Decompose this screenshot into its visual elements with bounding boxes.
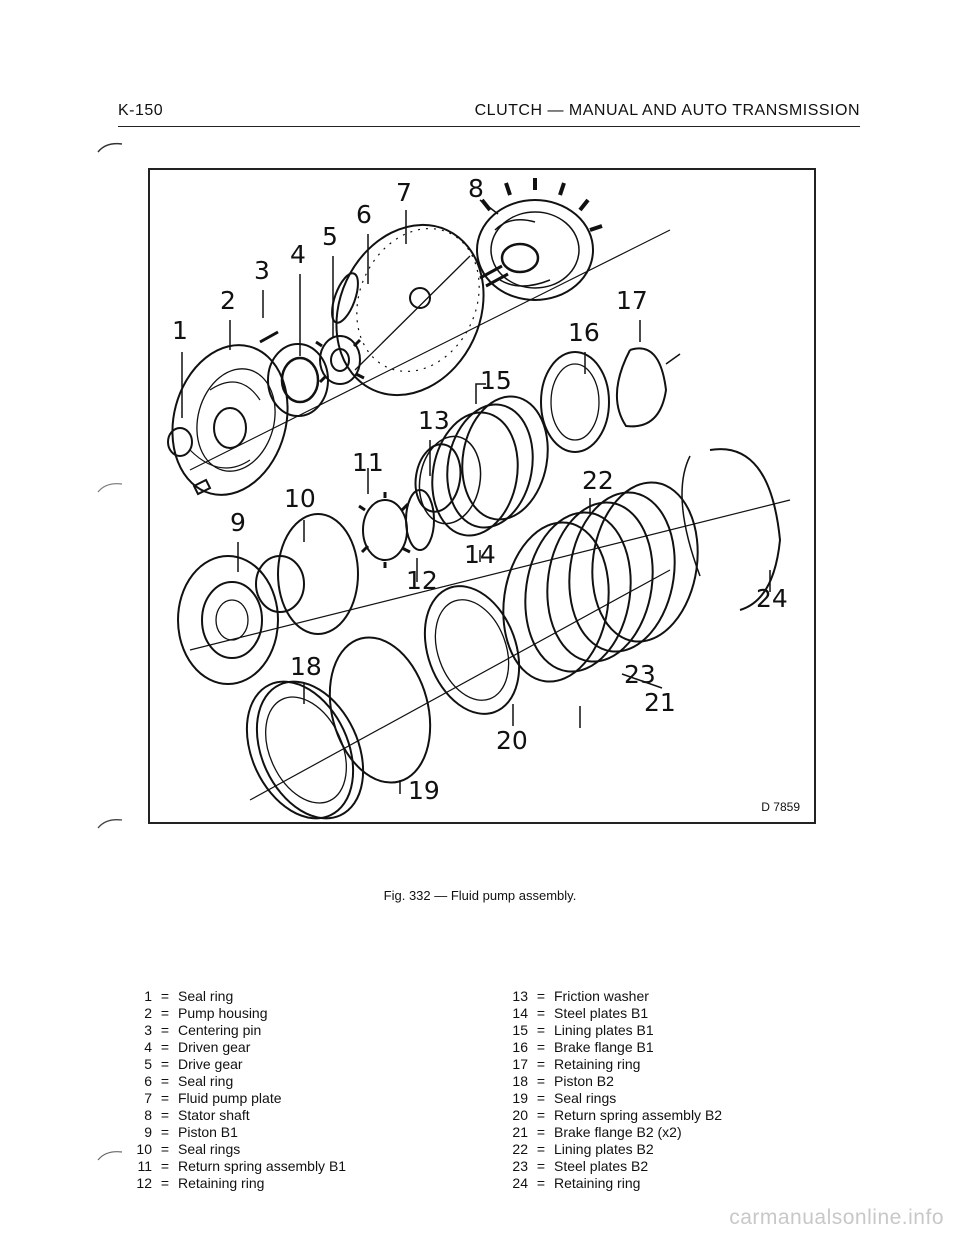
legend-equals: = [536, 1175, 546, 1191]
legend-row [494, 1022, 722, 1039]
callout-label: 14 [464, 540, 496, 569]
legend-equals: = [536, 1005, 546, 1021]
legend-number: 22 [512, 1141, 528, 1157]
legend-row [118, 1124, 346, 1141]
legend-row [494, 1158, 722, 1175]
legend-number: 6 [144, 1073, 152, 1089]
legend-row [494, 1175, 722, 1192]
legend-label: Drive gear [178, 1056, 243, 1072]
legend-equals: = [160, 1124, 170, 1140]
parts-legend-right [494, 988, 722, 1192]
legend-equals: = [536, 1158, 546, 1174]
legend-label: Seal ring [178, 988, 234, 1004]
retaining-ring-part [406, 490, 434, 550]
figure-caption: Fig. 332 — Fluid pump assembly. [383, 888, 577, 903]
callout-label: 5 [322, 222, 338, 251]
legend-number: 18 [512, 1073, 528, 1089]
callout-label: 15 [480, 366, 512, 395]
brake-flange-b1-part [541, 352, 609, 452]
seal-rings-part [256, 556, 304, 612]
callout-label: 11 [352, 448, 384, 477]
legend-equals: = [536, 1124, 546, 1140]
legend-equals: = [536, 1090, 546, 1106]
legend-number: 16 [512, 1039, 528, 1055]
legend-equals: = [160, 1039, 170, 1055]
legend-label: Lining plates B1 [554, 1022, 654, 1038]
legend-label: Driven gear [178, 1039, 251, 1055]
legend-number: 12 [136, 1175, 152, 1191]
legend-number: 24 [512, 1175, 528, 1191]
legend-equals: = [160, 1141, 170, 1157]
page-number: K-150 [118, 102, 164, 119]
piston-b2-part [226, 664, 384, 822]
legend-label: Centering pin [178, 1022, 262, 1038]
legend-equals: = [160, 988, 170, 1004]
legend-label: Seal rings [554, 1090, 617, 1106]
retaining-ring-part [617, 348, 666, 426]
margin-mark [96, 140, 126, 154]
legend-equals: = [536, 1073, 546, 1089]
legend-label: Seal ring [178, 1073, 234, 1089]
stator-shaft-part [477, 178, 602, 300]
callout-label: 20 [496, 726, 528, 755]
legend-label: Piston B1 [178, 1124, 238, 1140]
legend-number: 19 [512, 1090, 528, 1106]
legend-row [118, 1141, 346, 1158]
legend-number: 20 [512, 1107, 528, 1123]
legend-label: Brake flange B1 [554, 1039, 654, 1055]
parts-legend-left [118, 988, 346, 1192]
legend-row [118, 1005, 346, 1022]
legend-number: 1 [144, 988, 152, 1004]
callout-label: 13 [418, 406, 450, 435]
legend-label: Steel plates B2 [554, 1158, 649, 1174]
legend-row [118, 988, 346, 1005]
callout-label: 3 [254, 256, 270, 285]
legend-number: 11 [137, 1158, 152, 1174]
callout-label: 1 [172, 316, 188, 345]
watermark-text: carmanualsonline.info [729, 1206, 944, 1229]
legend-number: 15 [512, 1022, 528, 1038]
legend-equals: = [160, 1090, 170, 1106]
legend-row [118, 1158, 346, 1175]
legend-number: 5 [144, 1056, 152, 1072]
callout-label: 4 [290, 240, 306, 269]
legend-row [494, 1107, 722, 1124]
legend-equals: = [536, 1107, 546, 1123]
legend-row [494, 1056, 722, 1073]
callout-label: 23 [624, 660, 656, 689]
page-header [118, 100, 860, 127]
callout-label: 12 [406, 566, 438, 595]
legend-label: Retaining ring [554, 1056, 641, 1072]
callout-label: 7 [396, 178, 412, 207]
callout-label: 18 [290, 652, 322, 681]
legend-row [118, 1090, 346, 1107]
section-title: CLUTCH — MANUAL AND AUTO TRANSMISSION [474, 102, 860, 119]
exploded-view-drawing [150, 170, 814, 822]
callout-label: 6 [356, 200, 372, 229]
legend-row [494, 1073, 722, 1090]
seal-ring-part [327, 270, 364, 326]
legend-label: Pump housing [178, 1005, 268, 1021]
legend-label: Retaining ring [178, 1175, 265, 1191]
legend-row [118, 1039, 346, 1056]
legend-equals: = [160, 1073, 170, 1089]
legend-equals: = [536, 1056, 546, 1072]
legend-label: Seal rings [178, 1141, 241, 1157]
legend-equals: = [160, 1107, 170, 1123]
legend-row [494, 1141, 722, 1158]
return-spring-b1-part [359, 492, 410, 568]
callout-label: 16 [568, 318, 600, 347]
callout-label: 17 [616, 286, 648, 315]
legend-number: 3 [144, 1022, 152, 1038]
callout-label: 19 [408, 776, 440, 805]
centering-pin-part [260, 332, 278, 342]
legend-row [118, 1022, 346, 1039]
legend-equals: = [536, 1039, 546, 1055]
legend-equals: = [160, 1175, 170, 1191]
legend-equals: = [160, 1056, 170, 1072]
legend-number: 8 [144, 1107, 152, 1123]
legend-label: Steel plates B1 [554, 1005, 649, 1021]
legend-row [118, 1107, 346, 1124]
legend-label: Lining plates B2 [554, 1141, 654, 1157]
legend-row [118, 1175, 346, 1192]
legend-row [118, 1056, 346, 1073]
legend-number: 14 [512, 1005, 528, 1021]
callout-label: 10 [284, 484, 316, 513]
callout-label: 22 [582, 466, 614, 495]
legend-number: 7 [144, 1090, 152, 1106]
margin-mark [96, 480, 126, 494]
callout-label: 24 [756, 584, 788, 613]
legend-label: Return spring assembly B1 [178, 1158, 347, 1174]
legend-row [494, 1124, 722, 1141]
seal-ring-part [168, 428, 192, 456]
legend-label: Stator shaft [178, 1107, 250, 1123]
callout-label: 2 [220, 286, 236, 315]
legend-number: 23 [512, 1158, 528, 1174]
legend-label: Return spring assembly B2 [554, 1107, 723, 1123]
legend-number: 17 [512, 1056, 528, 1072]
figure-code: D 7859 [761, 800, 800, 814]
legend-label: Piston B2 [554, 1073, 614, 1089]
legend-equals: = [536, 1141, 546, 1157]
legend-equals: = [160, 1005, 170, 1021]
legend-number: 4 [144, 1039, 152, 1055]
margin-mark [96, 816, 126, 830]
legend-equals: = [160, 1022, 170, 1038]
pump-housing-part [156, 332, 304, 508]
legend-number: 13 [512, 988, 528, 1004]
exploded-view-figure [148, 168, 816, 824]
legend-label: Retaining ring [554, 1175, 641, 1191]
legend-equals: = [536, 988, 546, 1004]
legend-row [494, 1005, 722, 1022]
callout-label: 21 [644, 688, 676, 717]
legend-equals: = [160, 1158, 170, 1174]
piston-b1-part [178, 556, 278, 684]
legend-equals: = [536, 1022, 546, 1038]
callout-label: 9 [230, 508, 246, 537]
legend-label: Brake flange B2 (x2) [554, 1124, 682, 1140]
callout-label: 8 [468, 174, 484, 203]
legend-label: Friction washer [554, 988, 649, 1004]
legend-number: 9 [144, 1124, 152, 1140]
legend-number: 10 [136, 1141, 152, 1157]
legend-row [118, 1073, 346, 1090]
seal-rings-part [278, 514, 358, 634]
legend-row [494, 1090, 722, 1107]
legend-number: 2 [144, 1005, 152, 1021]
legend-label: Fluid pump plate [178, 1090, 282, 1106]
legend-row [494, 1039, 722, 1056]
legend-row [494, 988, 722, 1005]
legend-number: 21 [512, 1124, 528, 1140]
